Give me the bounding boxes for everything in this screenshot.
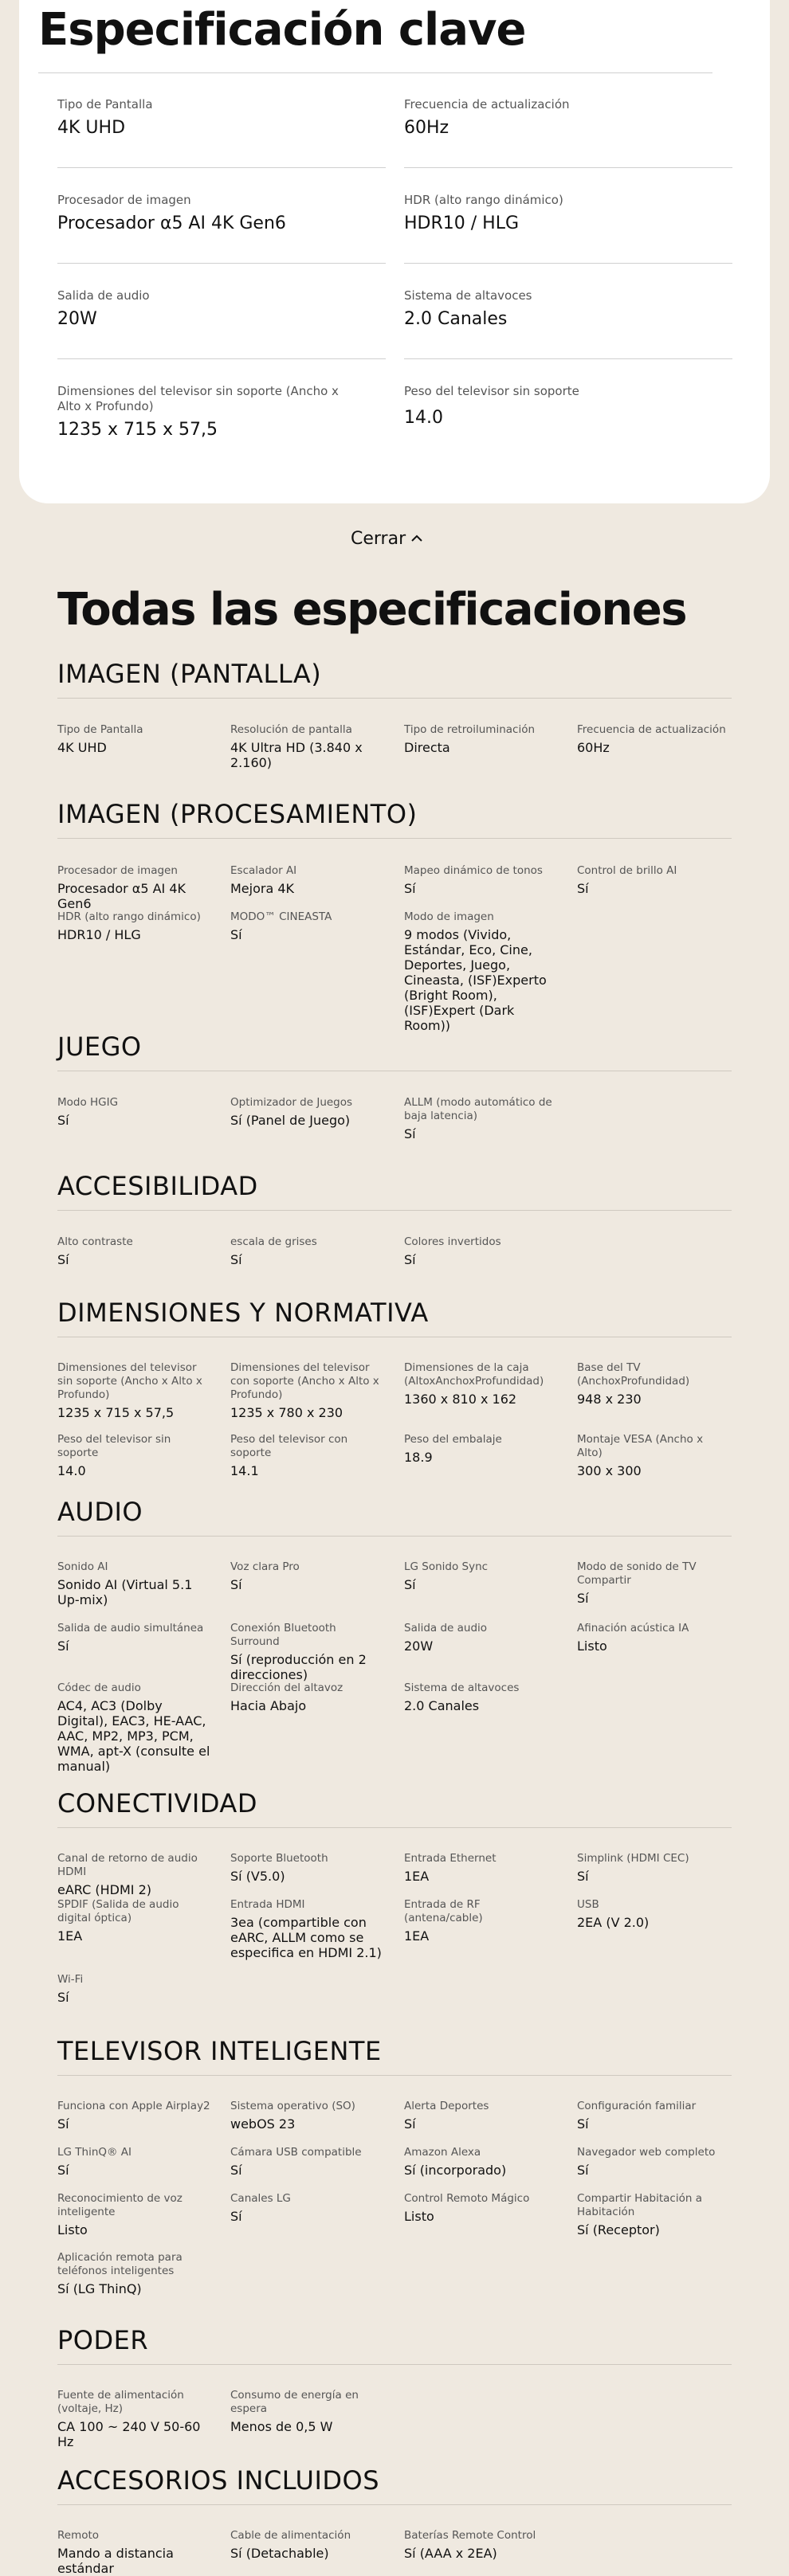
spec-value: Sí: [57, 2116, 69, 2132]
spec-label: Sonido AI: [57, 1560, 108, 1573]
spec-section: [57, 2035, 732, 2076]
spec-value: 9 modos (Vivido, Estándar, Eco, Cine, Deportes, Juego, Cineasta, (ISF)Experto (Bright Room), (ISF)Expert (Dark Room)): [404, 927, 547, 1033]
spec-label: Entrada Ethernet: [404, 1852, 497, 1865]
spec-value: Sí: [404, 881, 416, 896]
spec-item: [577, 2100, 730, 2132]
spec-value: Sí (AAA x 2EA): [404, 2546, 497, 2561]
spec-label: SPDIF (Salida de audio digital óptica): [57, 1898, 179, 1924]
spec-value: 4K Ultra HD (3.840 x 2.160): [230, 740, 363, 770]
spec-item: [577, 1361, 730, 1407]
spec-item: [57, 1560, 210, 1607]
spec-section: [57, 2324, 732, 2365]
spec-item: [57, 1622, 210, 1654]
key-spec-item: [404, 193, 732, 235]
spec-section: [57, 2464, 732, 2505]
spec-label: Tipo de retroiluminación: [404, 723, 536, 736]
spec-value: Sí: [577, 2116, 589, 2132]
spec-value: Sí: [404, 1252, 416, 1267]
spec-label: Peso del embalaje: [404, 1433, 502, 1446]
spec-label: Salida de audio simultánea: [57, 1622, 204, 1634]
spec-item: [404, 723, 557, 755]
spec-item: [57, 2389, 210, 2449]
spec-label: Funciona con Apple Airplay2: [57, 2100, 210, 2112]
spec-label: HDR (alto rango dinámico): [57, 910, 201, 923]
spec-value: Sí: [230, 1577, 242, 1592]
spec-item: [57, 2146, 210, 2178]
spec-item: [577, 2146, 730, 2178]
spec-section: [57, 1496, 732, 1537]
spec-item: [230, 910, 383, 942]
divider: [404, 167, 732, 168]
spec-item: [577, 1898, 730, 1930]
spec-label: Frecuencia de actualización: [404, 97, 570, 112]
spec-label: Dimensiones del televisor sin soporte (Ancho x Alto x Profundo): [57, 384, 339, 413]
spec-value: Hacia Abajo: [230, 1698, 307, 1713]
spec-item: [230, 2529, 383, 2561]
spec-label: Colores invertidos: [404, 1235, 501, 1248]
spec-label: Procesador de imagen: [57, 864, 178, 877]
spec-item: [577, 1560, 730, 1606]
divider: [57, 263, 386, 264]
spec-item: [230, 1898, 383, 1960]
spec-item: [57, 2100, 210, 2132]
spec-label: Compartir Habitación a Habitación: [577, 2192, 702, 2218]
spec-label: Alto contraste: [57, 1235, 133, 1248]
spec-item: [230, 1852, 383, 1884]
spec-value: Sí: [230, 1252, 242, 1267]
spec-value: Sí: [577, 2163, 589, 2178]
divider: [57, 358, 386, 359]
section-title: PODER: [57, 2324, 732, 2365]
spec-item: [577, 1433, 730, 1478]
spec-label: LG Sonido Sync: [404, 1560, 489, 1573]
spec-value: Sí: [57, 1990, 69, 2005]
spec-label: MODO™ CINEASTA: [230, 910, 332, 923]
spec-value: 18.9: [404, 1450, 433, 1465]
spec-label: Escalador AI: [230, 864, 297, 877]
section-title: DIMENSIONES Y NORMATIVA: [57, 1297, 732, 1337]
section-title: CONECTIVIDAD: [57, 1787, 732, 1828]
spec-item: [404, 2192, 557, 2224]
spec-label: Reconocimiento de voz inteligente: [57, 2192, 183, 2218]
spec-value: Directa: [404, 740, 450, 755]
spec-value: Sí (reproducción en 2 direcciones): [230, 1652, 367, 1682]
spec-item: [57, 910, 210, 942]
spec-item: [57, 1096, 210, 1128]
spec-item: [404, 1433, 557, 1465]
spec-label: Entrada de RF (antena/cable): [404, 1898, 483, 1924]
spec-label: Soporte Bluetooth: [230, 1852, 328, 1865]
spec-value: Sí: [230, 2209, 242, 2224]
spec-value: 4K UHD: [57, 118, 126, 138]
spec-value: webOS 23: [230, 2116, 296, 2132]
spec-item: [404, 2100, 557, 2132]
key-spec-item: [404, 384, 732, 429]
spec-item: [57, 1681, 210, 1774]
spec-item: [230, 2100, 383, 2132]
spec-item: [577, 864, 730, 896]
spec-label: Voz clara Pro: [230, 1560, 300, 1573]
spec-value: Mejora 4K: [230, 881, 295, 896]
spec-label: Aplicación remota para teléfonos inteligentes: [57, 2251, 183, 2277]
section-title: AUDIO: [57, 1496, 732, 1537]
spec-value: 20W: [57, 309, 97, 329]
spec-label: Mapeo dinámico de tonos: [404, 864, 543, 877]
spec-item: [404, 1681, 557, 1713]
spec-label: Tipo de Pantalla: [57, 723, 143, 736]
section-title: JUEGO: [57, 1031, 732, 1071]
divider: [57, 167, 386, 168]
spec-value: 2.0 Canales: [404, 1698, 480, 1713]
spec-value: Sí: [57, 2163, 69, 2178]
spec-section: [57, 1031, 732, 1071]
section-title: ACCESIBILIDAD: [57, 1170, 732, 1211]
spec-label: Códec de audio: [57, 1681, 141, 1694]
spec-label: LG ThinQ® AI: [57, 2146, 132, 2159]
spec-item: [230, 1361, 383, 1420]
key-spec-item: [404, 288, 732, 331]
section-title: IMAGEN (PROCESAMIENTO): [57, 798, 732, 839]
spec-label: ALLM (modo automático de baja latencia): [404, 1096, 552, 1122]
divider: [404, 263, 732, 264]
spec-section: [57, 798, 732, 839]
spec-value: Sí (LG ThinQ): [57, 2281, 142, 2296]
spec-value: Sí: [57, 1638, 69, 1654]
spec-value: 948 x 230: [577, 1392, 642, 1407]
spec-label: Control de brillo AI: [577, 864, 677, 877]
spec-label: Procesador de imagen: [57, 193, 191, 207]
spec-value: 14.0: [404, 408, 443, 428]
all-specs-title: Todas las especificaciones: [57, 584, 687, 636]
spec-value: 1EA: [57, 1928, 83, 1944]
spec-label: Canal de retorno de audio HDMI: [57, 1852, 198, 1878]
spec-value: Sí (Receptor): [577, 2222, 660, 2237]
spec-label: Peso del televisor con soporte: [230, 1433, 348, 1459]
spec-label: Simplink (HDMI CEC): [577, 1852, 689, 1865]
spec-item: [230, 1096, 383, 1128]
spec-value: Sí: [577, 881, 589, 896]
spec-item: [404, 1235, 557, 1267]
divider: [38, 72, 712, 73]
spec-item: [57, 2251, 210, 2296]
spec-label: Canales LG: [230, 2192, 291, 2205]
spec-value: Sí: [57, 1113, 69, 1128]
spec-label: Dimensiones del televisor con soporte (Ancho x Alto x Profundo): [230, 1361, 379, 1401]
spec-item: [230, 2192, 383, 2224]
spec-label: Amazon Alexa: [404, 2146, 481, 2159]
spec-value: Listo: [404, 2209, 434, 2224]
spec-value: 2EA (V 2.0): [577, 1915, 650, 1930]
spec-item: [577, 1852, 730, 1884]
spec-value: Sí: [404, 1126, 416, 1141]
spec-value: 3ea (compartible con eARC, ALLM como se especifica en HDMI 2.1): [230, 1915, 382, 1960]
spec-item: [404, 1361, 557, 1407]
spec-label: USB: [577, 1898, 599, 1911]
spec-value: Sí: [57, 1252, 69, 1267]
spec-value: 14.1: [230, 1463, 259, 1478]
spec-item: [404, 2529, 557, 2561]
spec-item: [230, 864, 383, 896]
spec-item: [577, 1622, 730, 1654]
spec-value: HDR10 / HLG: [404, 213, 520, 233]
spec-label: Sistema de altavoces: [404, 1681, 520, 1694]
spec-section: [57, 1170, 732, 1211]
spec-value: Procesador α5 AI 4K Gen6: [57, 213, 286, 233]
spec-label: Modo HGIG: [57, 1096, 119, 1109]
spec-item: [230, 1433, 383, 1478]
spec-item: [57, 2529, 210, 2576]
spec-item: [230, 723, 383, 770]
spec-value: Procesador α5 AI 4K Gen6: [57, 881, 186, 911]
spec-value: Listo: [57, 2222, 88, 2237]
spec-value: Listo: [577, 1638, 607, 1654]
spec-item: [57, 723, 210, 755]
spec-value: Sí (Detachable): [230, 2546, 329, 2561]
key-spec-item: [57, 384, 386, 441]
spec-value: 1235 x 780 x 230: [230, 1405, 343, 1420]
spec-value: Sí: [230, 927, 242, 942]
section-title: ACCESORIOS INCLUIDOS: [57, 2464, 732, 2505]
spec-label: Navegador web completo: [577, 2146, 716, 2159]
spec-item: [404, 1852, 557, 1884]
spec-item: [577, 2192, 730, 2237]
spec-item: [57, 1433, 210, 1478]
spec-label: Fuente de alimentación (voltaje, Hz): [57, 2389, 184, 2415]
spec-value: 14.0: [57, 1463, 86, 1478]
spec-item: [230, 2146, 383, 2178]
spec-label: Tipo de Pantalla: [57, 97, 153, 112]
spec-value: Sí: [230, 2163, 242, 2178]
key-spec-item: [404, 97, 732, 139]
spec-value: HDR10 / HLG: [57, 927, 141, 942]
spec-label: Peso del televisor sin soporte: [57, 1433, 171, 1459]
spec-label: Cable de alimentación: [230, 2529, 351, 2542]
key-spec-item: [57, 193, 386, 235]
spec-item: [230, 1560, 383, 1592]
spec-item: [57, 1235, 210, 1267]
divider: [404, 358, 732, 359]
spec-item: [404, 910, 557, 1033]
spec-item: [57, 1898, 210, 1944]
spec-value: 1235 x 715 x 57,5: [57, 420, 218, 440]
key-spec-item: [57, 288, 386, 331]
spec-value: Sí (incorporado): [404, 2163, 507, 2178]
spec-value: 300 x 300: [577, 1463, 642, 1478]
spec-value: Sí: [404, 2116, 416, 2132]
spec-section: [57, 1297, 732, 1337]
spec-label: Remoto: [57, 2529, 100, 2542]
spec-item: [57, 1852, 210, 1897]
spec-value: 60Hz: [404, 118, 449, 138]
spec-label: Resolución de pantalla: [230, 723, 352, 736]
spec-item: [404, 1096, 557, 1141]
spec-value: Sí (Panel de Juego): [230, 1113, 351, 1128]
spec-value: 1235 x 715 x 57,5: [57, 1405, 175, 1420]
spec-item: [230, 1235, 383, 1267]
spec-value: 4K UHD: [57, 740, 107, 755]
spec-label: Afinación acústica IA: [577, 1622, 689, 1634]
spec-value: AC4, AC3 (Dolby Digital), EAC3, HE-AAC, AAC, MP2, MP3, PCM, WMA, apt-X (consulte el manual): [57, 1698, 210, 1774]
spec-label: Dirección del altavoz: [230, 1681, 343, 1694]
spec-value: Menos de 0,5 W: [230, 2419, 333, 2434]
spec-value: 1EA: [404, 1928, 430, 1944]
spec-value: 2.0 Canales: [404, 309, 508, 329]
spec-label: escala de grises: [230, 1235, 317, 1248]
spec-section: [57, 1787, 732, 1828]
spec-item: [404, 1622, 557, 1654]
spec-value: Mando a distancia estándar: [57, 2546, 174, 2576]
spec-label: Dimensiones del televisor sin soporte (Ancho x Alto x Profundo): [57, 1361, 202, 1401]
spec-item: [577, 723, 730, 755]
spec-value: 60Hz: [577, 740, 610, 755]
spec-label: Peso del televisor sin soporte: [404, 384, 579, 398]
spec-label: Control Remoto Mágico: [404, 2192, 530, 2205]
spec-value: 1EA: [404, 1869, 430, 1884]
spec-label: Montaje VESA (Ancho x Alto): [577, 1433, 704, 1459]
spec-label: Consumo de energía en espera: [230, 2389, 359, 2415]
spec-label: Cámara USB compatible: [230, 2146, 362, 2159]
spec-value: 1360 x 810 x 162: [404, 1392, 517, 1407]
spec-item: [230, 1622, 383, 1682]
spec-label: Frecuencia de actualización: [577, 723, 726, 736]
spec-label: Baterías Remote Control: [404, 2529, 536, 2542]
spec-label: Sistema de altavoces: [404, 288, 532, 303]
spec-label: Modo de sonido de TV Compartir: [577, 1560, 697, 1587]
spec-section: [57, 658, 732, 699]
chevron-up-icon: [410, 534, 423, 543]
spec-label: Base del TV (AnchoxProfundidad): [577, 1361, 690, 1388]
spec-value: eARC (HDMI 2): [57, 1882, 151, 1897]
spec-item: [57, 2192, 210, 2237]
close-button[interactable]: [351, 526, 423, 551]
spec-value: CA 100 ~ 240 V 50-60 Hz: [57, 2419, 201, 2449]
spec-value: 20W: [404, 1638, 434, 1654]
spec-label: Optimizador de Juegos: [230, 1096, 353, 1109]
spec-item: [404, 864, 557, 896]
spec-item: [230, 2389, 383, 2434]
spec-item: [57, 1361, 210, 1420]
spec-label: Wi-Fi: [57, 1973, 84, 1986]
spec-item: [57, 1973, 210, 2005]
spec-item: [404, 1560, 557, 1592]
close-label: Cerrar: [351, 528, 406, 549]
spec-value: Sí (V5.0): [230, 1869, 285, 1884]
spec-value: Sonido AI (Virtual 5.1 Up-mix): [57, 1577, 193, 1607]
spec-label: Alerta Deportes: [404, 2100, 489, 2112]
spec-label: Salida de audio: [404, 1622, 488, 1634]
spec-value: Sí: [577, 1869, 589, 1884]
spec-label: Entrada HDMI: [230, 1898, 305, 1911]
spec-label: Salida de audio: [57, 288, 150, 303]
spec-value: Sí: [404, 1577, 416, 1592]
section-title: IMAGEN (PANTALLA): [57, 658, 732, 699]
spec-item: [404, 2146, 557, 2178]
key-spec-title: Especificación clave: [38, 4, 526, 56]
spec-label: Dimensiones de la caja (AltoxAnchoxProfundidad): [404, 1361, 544, 1388]
spec-label: Conexión Bluetooth Surround: [230, 1622, 336, 1648]
spec-value: Sí: [577, 1591, 589, 1606]
section-title: TELEVISOR INTELIGENTE: [57, 2035, 732, 2076]
spec-label: Modo de imagen: [404, 910, 494, 923]
spec-item: [230, 1681, 383, 1713]
spec-item: [404, 1898, 557, 1944]
spec-item: [57, 864, 210, 911]
key-spec-item: [57, 97, 386, 139]
spec-label: Configuración familiar: [577, 2100, 697, 2112]
spec-label: HDR (alto rango dinámico): [404, 193, 563, 207]
spec-label: Sistema operativo (SO): [230, 2100, 355, 2112]
